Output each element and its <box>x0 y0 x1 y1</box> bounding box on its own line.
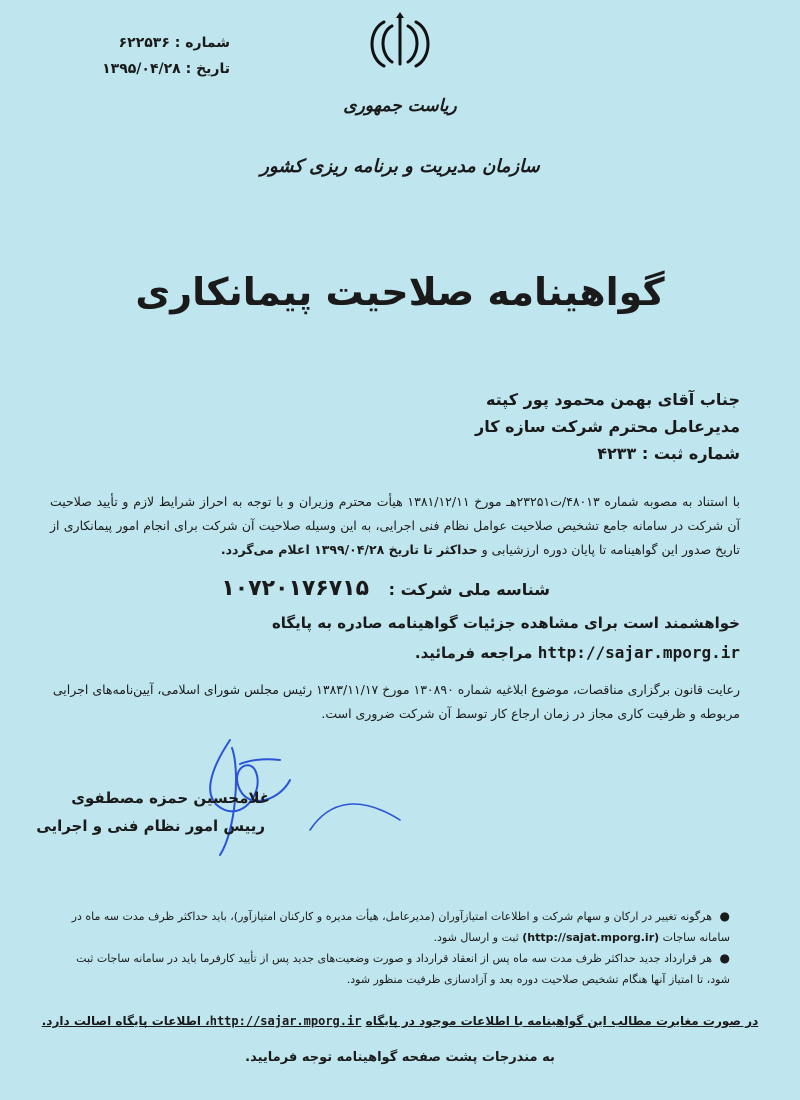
recipient-position: مدیرعامل محترم شرکت سازه کار <box>474 417 740 436</box>
document-number-value: ۶۲۲۵۳۶ <box>118 35 170 51</box>
organization-line-2: سازمان مدیریت و برنامه ریزی کشور <box>260 156 540 177</box>
portal-note-suffix: مراجعه فرمائید. <box>414 644 533 662</box>
signer-name: غلامحسین حمزه مصطفوی <box>71 789 270 807</box>
document-date-value: ۱۳۹۵/۰۴/۲۸ <box>102 61 181 77</box>
notes-list <box>50 906 730 990</box>
registration-number <box>240 440 740 467</box>
law-notice: رعایت قانون برگزاری مناقصات، موضوع ابلاغیه شماره ۱۳۰۸۹۰ مورخ ۱۳۸۳/۱۱/۱۷ رئیس مجلس شورای اسلامی، آیین‌نامه‌های اجرایی مربوطه و ظرفیت کاری مجاز در زمان ارجاع کار توسط آن شرکت ضروری است. <box>52 682 740 721</box>
authenticity-warning <box>0 1014 800 1028</box>
portal-note-line1: خواهشمند است برای مشاهده جزئیات گواهینامه صادره به پایگاه <box>271 614 740 632</box>
document-meta <box>30 30 230 82</box>
note-item-1-text: هرگونه تغییر در ارکان و سهام شرکت و اطلاعات امتیازآوران (مدیرعامل، هیأت مدیره و کارکنان امتیازآور)، باید حداکثر ظرف مدت سه ماه در سامانه ساجات <box>71 910 730 944</box>
certificate-body <box>50 490 740 562</box>
national-id-label: شناسه ملی شرکت : <box>388 580 550 599</box>
list-item <box>50 948 730 990</box>
page-title: گواهینامه صلاحیت پیمانکاری <box>135 270 665 314</box>
iran-emblem-icon <box>362 12 438 76</box>
organization-line-1: ریاست جمهوری <box>343 96 457 116</box>
recipient-block <box>240 386 740 467</box>
document-number <box>30 30 230 56</box>
document-number-label: شماره : <box>174 35 230 51</box>
body-text-bold: حداکثر تا تاریخ ۱۳۹۹/۰۴/۲۸ اعلام می‌گردد. <box>220 542 478 557</box>
note-item-1-suffix: ثبت و ارسال شود. <box>433 931 519 944</box>
portal-note <box>40 608 740 668</box>
note-item-2-text: هر قرارداد جدید حداکثر ظرف مدت سه ماه پس از انعقاد قرارداد و صورت وضعیت‌های جدید پس از تأیید کارفرما باید در سامانه ساجات ثبت شود، تا امتیاز آنها هنگام تشخیص صلاحیت دوره بعد و آزادسازی ظرفیت منظور شود. <box>76 952 730 986</box>
portal-link[interactable]: http://sajar.mporg.ir <box>537 643 740 662</box>
signer-block <box>0 784 360 840</box>
document-date <box>30 56 230 82</box>
bullet-icon: ● <box>719 951 730 965</box>
list-item <box>50 906 730 948</box>
registration-label: شماره ثبت : <box>641 444 740 463</box>
warning-text-prefix: در صورت مغایرت مطالب این گواهینامه با اطلاعات موجود در پایگاه <box>365 1014 759 1028</box>
registration-value: ۴۲۳۳ <box>597 444 637 463</box>
portal-note-line2 <box>40 638 740 668</box>
document-date-label: تاریخ : <box>185 61 230 77</box>
recipient-name: جناب آقای بهمن محمود پور کپته <box>485 390 740 409</box>
signer-role: رییس امور نظام فنی و اجرایی <box>36 817 265 835</box>
warning-link[interactable]: http://sajar.mporg.ir <box>209 1014 362 1028</box>
warning-text-suffix: ، اطلاعات پایگاه اصالت دارد. <box>41 1014 210 1028</box>
bullet-icon: ● <box>719 909 730 923</box>
sajat-link[interactable]: (http://sajat.mporg.ir) <box>522 931 660 944</box>
body-text: با استناد به مصوبه شماره ۴۸۰۱۳/ت۲۳۲۵۱هـ مورخ ۱۳۸۱/۱۲/۱۱ هیأت محترم وزیران و با توجه به احراز شرایط لازم و تأیید صلاحیت آن شرکت در سامانه جامع تشخیص صلاحیت عوامل نظام فنی اجرایی، به این وسیله صلاحیت آن شرکت برای انجام امور پیمانکاری از تاریخ صدور این گواهینامه تا پایان دوره ارزشیابی و <box>50 494 740 557</box>
national-id-value: ۱۰۷۲۰۱۷۶۷۱۵ <box>221 576 370 601</box>
back-page-note: به مندرجات پشت صفحه گواهینامه توجه فرمایید. <box>245 1050 555 1065</box>
national-id <box>150 576 550 601</box>
